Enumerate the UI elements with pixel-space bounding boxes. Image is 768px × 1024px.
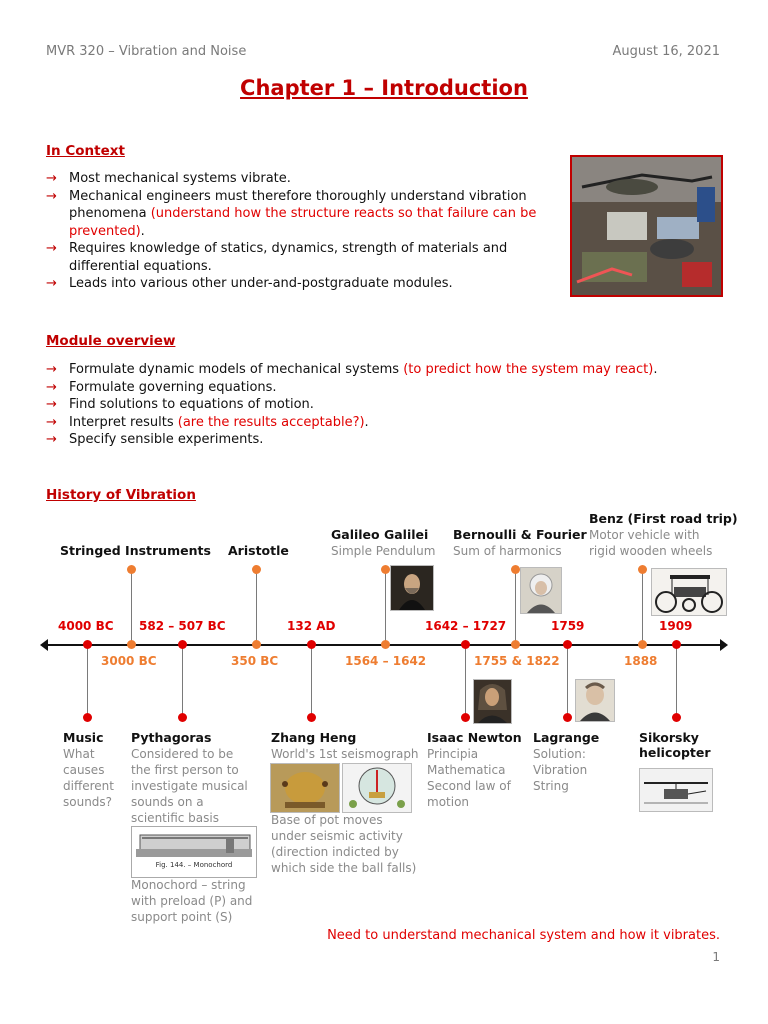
event-galileo: Galileo Galilei	[331, 527, 429, 542]
history-heading: History of Vibration	[46, 487, 196, 503]
arrow-icon: →	[46, 276, 57, 291]
list-item: → Find solutions to equations of motion.	[46, 397, 314, 412]
timeline-dot	[461, 713, 470, 722]
timeline-dot	[638, 565, 647, 574]
event-aristotle: Aristotle	[228, 543, 289, 558]
year-label: 1564 – 1642	[345, 654, 427, 668]
timeline-dot	[252, 640, 261, 649]
list-item: → Leads into various other under-and-postgraduate modules.	[46, 276, 453, 291]
event-bernoulli-fourier: Bernoulli & Fourier	[453, 527, 587, 542]
event-zhang-heng: Zhang Heng	[271, 730, 357, 745]
header-date: August 16, 2021	[612, 44, 720, 59]
vibration-collage-image	[570, 155, 723, 297]
list-item: → Mechanical engineers must therefore thoroughly understand vibration phenomena (understand how the structure reacts so that failure can be prevented).	[46, 188, 537, 239]
year-label: 582 – 507 BC	[139, 619, 226, 633]
year-label: 350 BC	[231, 654, 279, 668]
helicopter-image	[639, 768, 713, 812]
year-label: 1759	[551, 619, 585, 633]
course-header: MVR 320 – Vibration and Noise	[46, 44, 247, 59]
timeline-dot	[381, 640, 390, 649]
timeline-dot	[178, 713, 187, 722]
in-context-heading: In Context	[46, 143, 125, 159]
event-music: Music	[63, 730, 104, 745]
module-overview-heading: Module overview	[46, 333, 176, 349]
timeline-dot	[563, 713, 572, 722]
list-item: → Most mechanical systems vibrate.	[46, 171, 291, 186]
bernoulli-portrait-image	[520, 567, 562, 614]
timeline-dot	[672, 640, 681, 649]
event-music-sub: What causes different sounds?	[63, 747, 114, 809]
event-benz: Benz (First road trip)	[589, 511, 738, 526]
event-pythagoras-sub: Considered to be the first person to investigate musical sounds on a scientific basis	[131, 747, 248, 825]
newton-portrait-image	[473, 679, 512, 724]
seismograph-image	[270, 763, 340, 813]
timeline-dot	[83, 640, 92, 649]
year-label: 3000 BC	[101, 654, 157, 668]
timeline-dot	[638, 640, 647, 649]
benz-car-image	[651, 568, 727, 616]
timeline-dot	[511, 640, 520, 649]
galileo-portrait-image	[390, 565, 434, 611]
timeline-dot	[307, 713, 316, 722]
arrow-icon: →	[46, 379, 57, 395]
arrow-icon: →	[46, 188, 57, 204]
event-benz-sub: Motor vehicle with rigid wooden wheels	[589, 528, 713, 558]
timeline-dot	[672, 713, 681, 722]
list-item: → Requires knowledge of statics, dynamics, strength of materials and differential equations.	[46, 241, 508, 274]
page-title: Chapter 1 – Introduction	[240, 76, 528, 100]
overview-list	[46, 361, 736, 449]
footer-note: Need to understand mechanical system and how it vibrates.	[327, 928, 720, 943]
arrow-icon: →	[46, 241, 57, 256]
event-bernoulli-sub: Sum of harmonics	[453, 544, 562, 558]
event-lagrange: Lagrange	[533, 730, 600, 745]
page-number: 1	[712, 950, 720, 964]
year-label: 1755 & 1822	[474, 654, 560, 668]
arrow-icon: →	[46, 362, 57, 377]
arrow-right-icon	[720, 639, 728, 651]
monochord-caption: Monochord – string with preload (P) and support point (S)	[131, 878, 253, 924]
year-label: 1909	[659, 619, 693, 633]
timeline-dot	[127, 565, 136, 574]
arrow-icon: →	[46, 414, 57, 430]
timeline-dot	[381, 565, 390, 574]
seismograph-caption: Base of pot moves under seismic activity (direction indicted by which side the ball falls)	[271, 813, 417, 875]
seismograph-diagram-image	[342, 763, 412, 813]
timeline-dot	[511, 565, 520, 574]
arrow-icon: →	[46, 171, 57, 186]
list-item: → Formulate dynamic models of mechanical systems (to predict how the system may react).	[46, 362, 658, 377]
event-zhang-heng-sub: World's 1st seismograph	[271, 747, 419, 761]
list-item: → Formulate governing equations.	[46, 379, 277, 395]
timeline-dot	[252, 565, 261, 574]
event-newton-sub: Principia Mathematica Second law of motion	[427, 747, 511, 809]
arrow-icon: →	[46, 432, 57, 447]
event-lagrange-sub: Solution: Vibration String	[533, 747, 588, 793]
monochord-figure-label: Fig. 144. – Monochord	[155, 861, 233, 869]
event-isaac-newton: Isaac Newton	[427, 730, 522, 745]
arrow-icon: →	[46, 397, 57, 412]
timeline-dot	[563, 640, 572, 649]
arrow-left-icon	[40, 639, 48, 651]
event-stringed-instruments: Stringed Instruments	[60, 543, 211, 558]
event-pythagoras: Pythagoras	[131, 730, 212, 745]
context-list	[46, 170, 546, 293]
year-label: 132 AD	[287, 619, 336, 633]
event-sikorsky: Sikorsky helicopter	[639, 730, 711, 760]
timeline-dot	[307, 640, 316, 649]
list-item: → Specify sensible experiments.	[46, 432, 264, 447]
timeline-dot	[83, 713, 92, 722]
year-label: 1888	[624, 654, 658, 668]
lagrange-portrait-image	[575, 679, 615, 722]
timeline-dot	[461, 640, 470, 649]
year-label: 1642 – 1727	[425, 619, 507, 633]
monochord-image	[131, 826, 257, 878]
year-label: 4000 BC	[58, 619, 114, 633]
timeline-dot	[178, 640, 187, 649]
list-item: → Interpret results (are the results acceptable?).	[46, 414, 369, 430]
event-galileo-sub: Simple Pendulum	[331, 544, 436, 558]
timeline-dot	[127, 640, 136, 649]
